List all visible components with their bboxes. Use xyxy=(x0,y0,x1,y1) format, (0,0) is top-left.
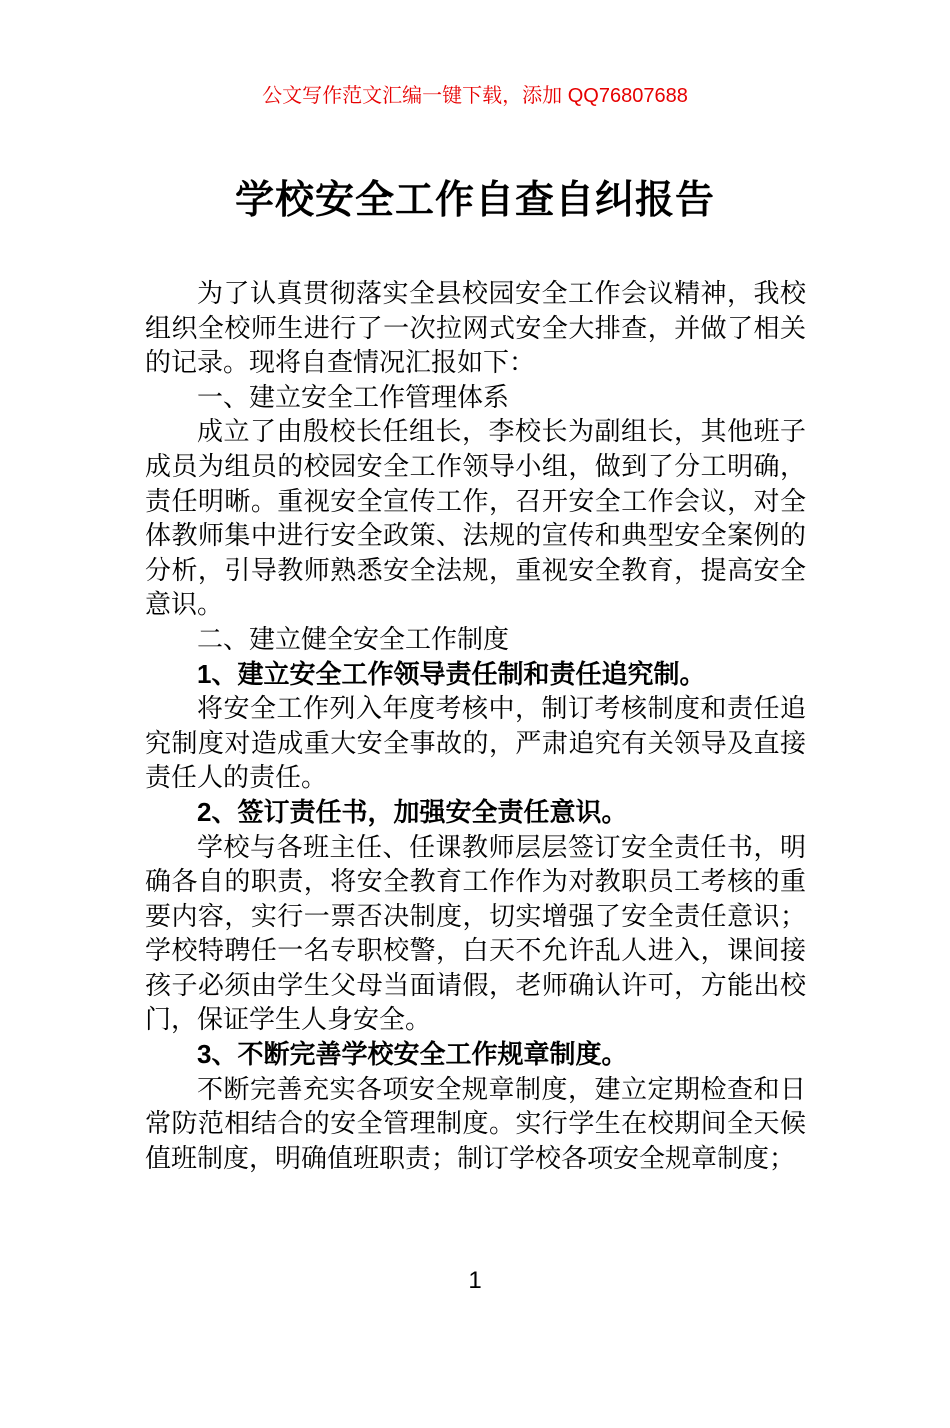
subheading-2-1: 1、建立安全工作领导责任制和责任追究制。 xyxy=(197,658,706,689)
paragraph-2-3: 不断完善充实各项安全规章制度，建立定期检查和日常防范相结合的安全管理制度。实行学生在校期间全天候值班制度，明确值班职责；制订学校各项安全规章制度； xyxy=(145,1073,806,1173)
subheading-2-3: 3、不断完善学校安全工作规章制度。 xyxy=(197,1039,628,1070)
section-heading-2: 二、建立健全安全工作制度 xyxy=(197,623,510,654)
section-heading-1: 一、建立安全工作管理体系 xyxy=(197,381,510,412)
page-number: 1 xyxy=(468,1267,482,1294)
subheading-2-2: 2、签订责任书，加强安全责任意识。 xyxy=(197,796,628,827)
paragraph-2-1: 将安全工作列入年度考核中，制订考核制度和责任追究制度对造成重大安全事故的，严肃追究有关领导及直接责任人的责任。 xyxy=(145,693,806,793)
paragraph-2-2: 学校与各班主任、任课教师层层签订安全责任书，明确各自的职责，将安全教育工作作为对教职员工考核的重要内容，实行一票否决制度，切实增强了安全责任意识；学校特聘任一名专职校警，白天不允许乱人进入，课间接孩子必须由学生父母当面请假，老师确认许可，方能出校门，保证学生人身安全。 xyxy=(145,831,806,1035)
document-page xyxy=(0,84,950,1294)
document-body xyxy=(145,276,806,1175)
paragraph-section-1: 成立了由殷校长任组长，李校长为副组长，其他班子成员为组员的校园安全工作领导小组，做到了分工明确，责任明晰。重视安全宣传工作，召开安全工作会议，对全体教师集中进行安全政策、法规的宣传和典型安全案例的分析，引导教师熟悉安全法规，重视安全教育，提高安全意识。 xyxy=(145,416,806,620)
document-title: 学校安全工作自查自纠报告 xyxy=(234,179,715,222)
promo-header-notice: 公文写作范文汇编一键下载，添加 QQ76807688 xyxy=(262,85,688,107)
paragraph-intro: 为了认真贯彻落实全县校园安全工作会议精神，我校组织全校师生进行了一次拉网式安全大排查，并做了相关的记录。现将自查情况汇报如下： xyxy=(145,278,806,378)
